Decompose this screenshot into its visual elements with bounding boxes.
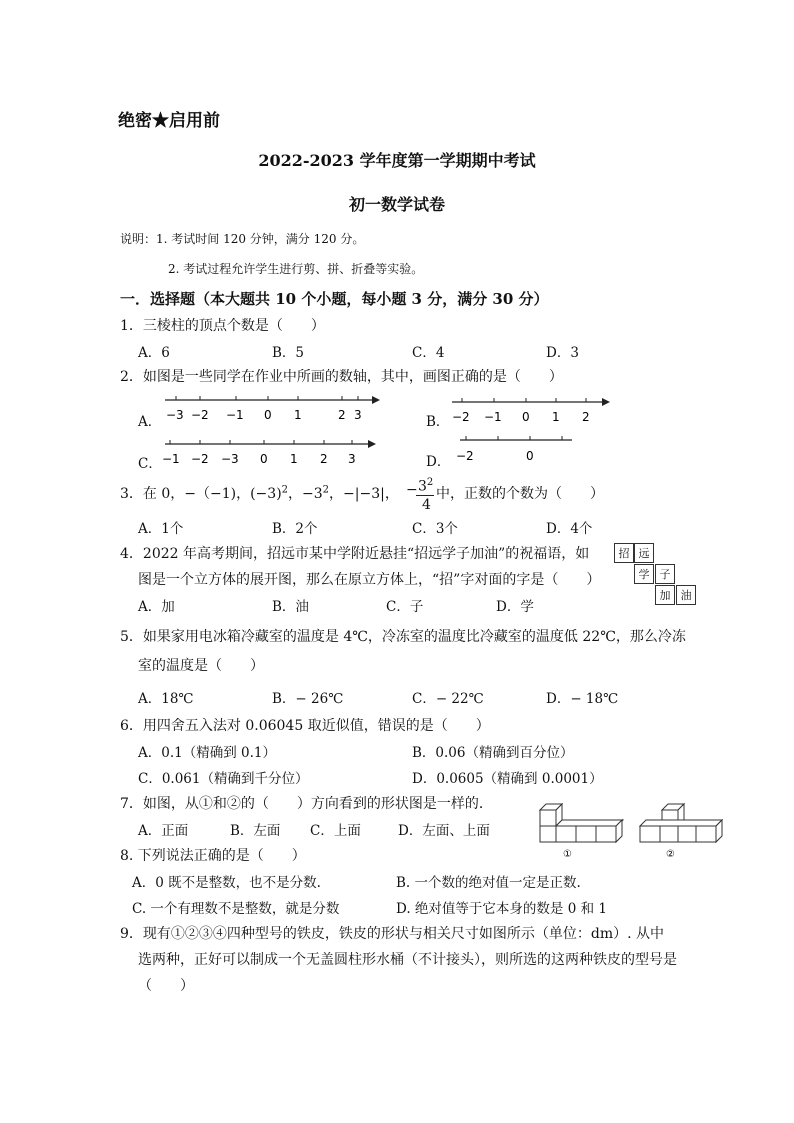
axis-c-label: −1 bbox=[162, 452, 180, 466]
question-6-option-a: A．0.1（精确到 0.1） bbox=[138, 745, 276, 761]
question-4-option-c: C．子 bbox=[386, 599, 424, 615]
axis-b-label: −2 bbox=[452, 410, 470, 424]
question-3-option-c: C．3个 bbox=[412, 521, 458, 537]
question-5-option-a: A．18℃ bbox=[138, 691, 194, 707]
net-cell: 远 bbox=[634, 543, 654, 563]
axis-c-label: 3 bbox=[348, 452, 356, 466]
question-5-option-d: D．− 18℃ bbox=[546, 691, 619, 707]
question-1-option-d: D．3 bbox=[546, 345, 579, 361]
question-8-option-b: B. 一个数的绝对值一定是正数. bbox=[396, 875, 581, 891]
instruction-line-2: 2. 考试过程允许学生进行剪、拼、折叠等实验。 bbox=[168, 262, 424, 276]
axis-c-label: −3 bbox=[221, 452, 239, 466]
net-cell: 学 bbox=[634, 564, 654, 584]
question-1-option-c: C．4 bbox=[412, 345, 445, 361]
figure-2-cubes bbox=[640, 804, 722, 842]
q3-fraction-denominator: 4 bbox=[422, 497, 431, 513]
exam-subtitle: 初一数学试卷 bbox=[348, 195, 445, 214]
axis-b-label: −1 bbox=[484, 410, 502, 424]
question-4-line-1: 4．2022 年高考期间，招远市某中学附近悬挂“招远学子加油”的祝福语，如 bbox=[120, 546, 590, 562]
net-cell: 油 bbox=[676, 585, 696, 605]
number-line-a bbox=[165, 396, 380, 422]
q3-fraction-bar bbox=[416, 495, 434, 496]
question-6-option-d: D．0.0605（精确到 0.0001） bbox=[412, 771, 603, 787]
axis-a-label: 2 bbox=[338, 408, 346, 422]
question-4-option-a: A．加 bbox=[138, 599, 175, 615]
exam-title: 2022-2023 学年度第一学期期中考试 bbox=[258, 151, 536, 170]
question-2-label-c: C． bbox=[138, 456, 162, 472]
section-heading: 一．选择题（本大题共 10 个小题，每小题 3 分，满分 30 分） bbox=[120, 290, 549, 308]
question-5-line-1: 5．如果家用电冰箱冷藏室的温度是 4℃，冷冻室的温度比冷藏室的温度低 22℃，那么冷冻 bbox=[120, 629, 686, 645]
secret-label: 绝密★启用前 bbox=[118, 111, 220, 131]
question-5-line-2: 室的温度是（ ） bbox=[138, 658, 264, 674]
axis-c-label: 0 bbox=[260, 452, 268, 466]
question-7-option-b: B．左面 bbox=[230, 823, 281, 839]
axis-a-label: −2 bbox=[191, 408, 209, 422]
q3-part-a: 3．在 0，−（−1)，(−3) bbox=[120, 486, 282, 502]
question-4-line-2: 图是一个立方体的展开图，那么在原立方体上，“招”字对面的字是（ ） bbox=[138, 572, 601, 588]
axis-b-label: 1 bbox=[552, 410, 560, 424]
question-2-label-a: A． bbox=[138, 414, 162, 430]
question-9-line-3: （ ） bbox=[138, 978, 194, 994]
number-line-d bbox=[456, 436, 572, 463]
q3-fraction-numerator: $3^2$ bbox=[418, 477, 434, 495]
question-8-stem: 8. 下列说法正确的是（ ） bbox=[120, 848, 306, 864]
q3-part-c: ，−|−3|， bbox=[329, 486, 399, 502]
question-8-option-a: A．0 既不是整数，也不是分数. bbox=[132, 875, 321, 891]
question-6-stem: 6．用四舍五入法对 0.06045 取近似值，错误的是（ ） bbox=[120, 718, 490, 734]
axis-c-label: 1 bbox=[290, 452, 298, 466]
question-3-stem bbox=[120, 483, 399, 503]
question-7-stem: 7．如图，从①和②的（ ）方向看到的形状图是一样的． bbox=[120, 796, 493, 812]
question-2-label-b: B． bbox=[426, 414, 450, 430]
question-4-option-b: B．油 bbox=[272, 599, 309, 615]
axis-c-label: −2 bbox=[191, 452, 209, 466]
number-line-c bbox=[162, 440, 376, 466]
q3-sup-2: 2 bbox=[322, 484, 330, 496]
axis-b-label: 0 bbox=[522, 410, 530, 424]
axis-a-label: −1 bbox=[226, 408, 244, 422]
question-7-option-c: C．上面 bbox=[310, 823, 361, 839]
question-2-label-d: D． bbox=[426, 454, 451, 470]
question-6-option-c: C．0.061（精确到千分位） bbox=[138, 771, 309, 787]
question-1-option-b: B．5 bbox=[272, 345, 305, 361]
axis-a-label: 0 bbox=[264, 408, 272, 422]
question-3-option-d: D．4个 bbox=[546, 521, 593, 537]
q3-part-d: 中，正数的个数为（ ） bbox=[436, 486, 604, 502]
question-9-line-2: 选两种，正好可以制成一个无盖圆柱形水桶（不计接头），则所选的这两种铁皮的型号是 bbox=[138, 952, 677, 968]
question-4-option-d: D．学 bbox=[496, 599, 534, 615]
figure-1-label: ① bbox=[563, 849, 572, 860]
question-9-line-1: 9．现有①②③④四种型号的铁皮，铁皮的形状与相关尺寸如图所示（单位：dm）. 从中 bbox=[120, 926, 665, 942]
q3-fraction-minus: − bbox=[406, 482, 418, 498]
number-line-b bbox=[452, 398, 610, 424]
axis-d-label: −2 bbox=[456, 449, 474, 463]
question-5-option-c: C．− 22℃ bbox=[412, 691, 484, 707]
q3-part-b: ，−3 bbox=[288, 486, 323, 502]
question-1-stem: 1．三棱柱的顶点个数是（ ） bbox=[120, 318, 325, 334]
question-2-stem: 2．如图是一些同学在作业中所画的数轴，其中，画图正确的是（ ） bbox=[120, 369, 563, 385]
question-5-option-b: B．− 26℃ bbox=[272, 691, 344, 707]
question-3-option-a: A．1个 bbox=[138, 521, 184, 537]
instruction-line-1: 说明：1. 考试时间 120 分钟，满分 120 分。 bbox=[120, 232, 365, 246]
axis-a-label: 3 bbox=[354, 408, 362, 422]
question-1-option-a: A．6 bbox=[138, 345, 170, 361]
net-cell: 加 bbox=[655, 585, 675, 605]
axis-c-label: 2 bbox=[320, 452, 328, 466]
axis-d-label: 0 bbox=[526, 449, 534, 463]
question-6-option-b: B．0.06（精确到百分位） bbox=[412, 745, 574, 761]
q3-sup-1: 2 bbox=[281, 484, 289, 496]
question-7-option-a: A．正面 bbox=[138, 823, 189, 839]
figure-2-label: ② bbox=[666, 849, 675, 860]
question-8-option-d: D. 绝对值等于它本身的数是 0 和 1 bbox=[396, 901, 607, 917]
figure-1-cubes bbox=[540, 804, 623, 842]
net-cell: 招 bbox=[614, 543, 634, 563]
question-8-option-c: C. 一个有理数不是整数，就是分数 bbox=[132, 901, 340, 917]
question-3-option-b: B．2个 bbox=[272, 521, 318, 537]
question-7-option-d: D．左面、上面 bbox=[398, 823, 490, 839]
net-cell: 子 bbox=[655, 564, 675, 584]
axis-b-label: 2 bbox=[582, 410, 590, 424]
axis-a-label: −3 bbox=[166, 408, 184, 422]
axis-a-label: 1 bbox=[294, 408, 302, 422]
